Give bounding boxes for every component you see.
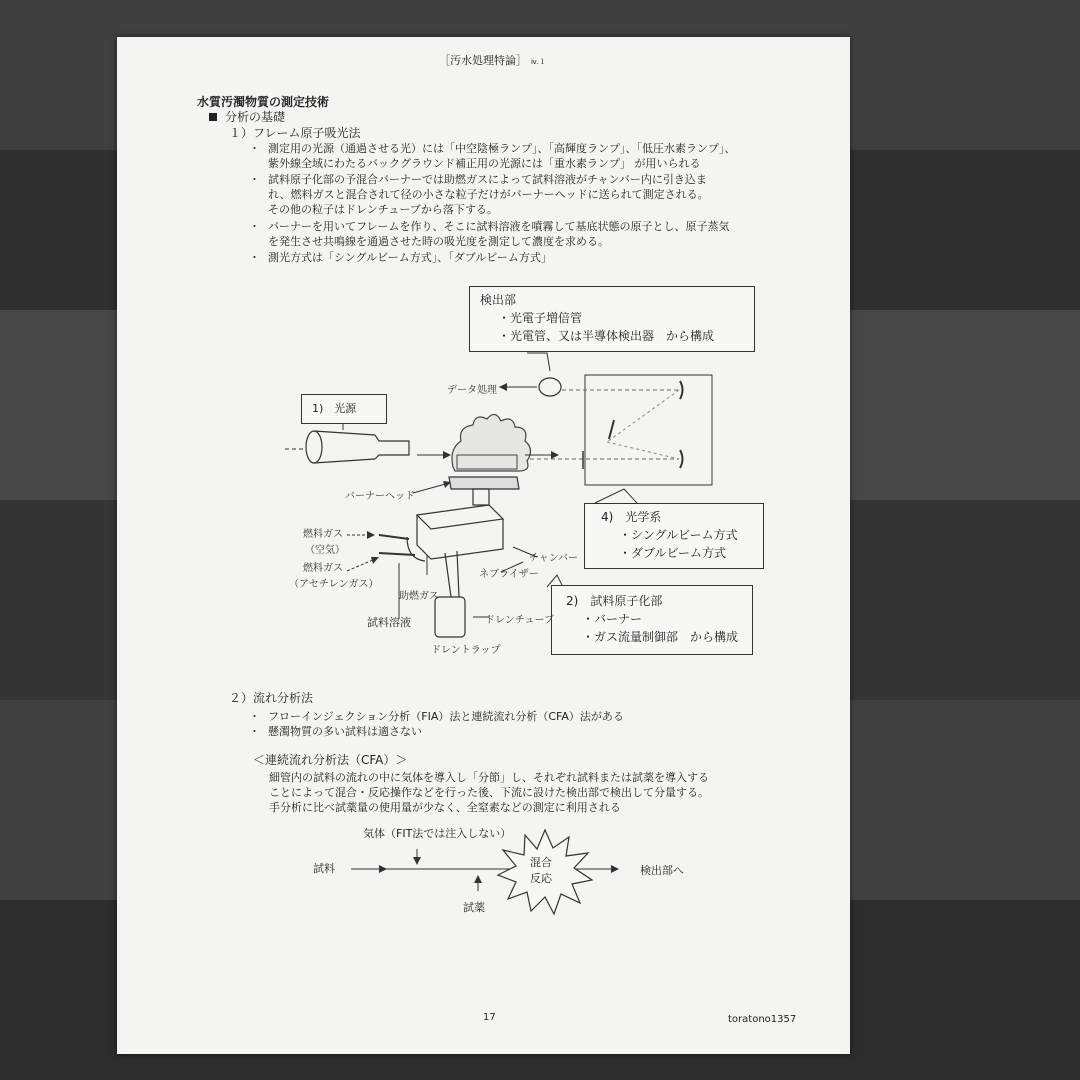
burner-head-label: バーナーヘッド [345,491,415,502]
cfa-line: 手分析に比べ試薬量の使用量が少なく、全窒素などの測定に利用される [269,801,621,814]
list-item-text: 測光方式は「シングルビーム方式」、「ダブルビーム方式」 [268,251,552,264]
list-item-text: れ、燃料ガスと混合されて径の小さな粒子だけがバーナーヘッドに送られて測定される。 [268,188,709,201]
list-item: ・ [249,220,260,233]
to-detector-label: 検出部へ [640,864,684,877]
list-item-text: 測定用の光源（通過させる光）には「中空陰極ランプ」、「高輝度ランプ」、「低圧水素ランプ」、 [268,142,736,155]
cfa-line: 細管内の試料の流れの中に気体を導入し「分節」し、それぞれ試料または試薬を導入する [269,771,709,784]
support-gas-label: 助燃ガス [399,591,439,602]
gas-label: 気体（FIT法では注入しない） [363,827,512,840]
drain-trap-label: ドレントラップ [431,645,501,656]
chamber-label: チャンバー [529,553,578,564]
list-item: ・ [249,142,260,155]
document-page [117,37,850,1054]
reagent-label: 試薬 [463,901,485,914]
credit-text: toratono1357 [728,1014,797,1025]
header-title: ［汚水処理特論］ ⅳ.１ [439,54,546,67]
light-source-label: 1) 光源 [312,402,357,415]
sample-solution-label: 試料溶液 [367,616,411,629]
list-item-text: フローインジェクション分析（FIA）法と連続流れ分析（CFA）法がある [268,710,624,723]
react-label: 反応 [530,872,552,885]
list-item: ・ [249,710,260,723]
cfa-flow-diagram [117,37,850,1054]
list-item-text: 紫外線全域にわたるバックグラウンド補正用の光源には「重水素ランプ」 が用いられる [268,157,701,170]
detector-title: 検出部 [480,293,517,307]
atomizer-title: 2) 試料原子化部 [566,594,663,608]
list-item-text: を発生させ共鳴線を通過させた時の吸光度を測定して濃度を求める。 [268,235,609,248]
data-processing-label: データ処理 [447,385,497,396]
section-subtitle: 分析の基礎 [209,110,285,125]
air-label: （空気） [305,545,345,556]
drain-tube-label: ドレンチューブ [485,615,554,626]
detector-item: ・光電子増倍管 [498,311,583,325]
fuel-gas-label: 燃料ガス [303,563,343,574]
optics-item: ・ダブルビーム方式 [619,546,727,560]
list-item-text: 懸濁物質の多い試料は適さない [268,725,422,738]
page-number: 17 [483,1012,496,1023]
mix-label: 混合 [530,856,552,869]
list-item-text: バーナーを用いてフレームを作り、そこに試料溶液を噴霧して基底状態の原子とし、原子蒸気 [268,220,730,233]
atomizer-item: ・ガス流量制御部 から構成 [582,630,739,644]
section-title: 水質汚濁物質の測定技術 [197,95,330,109]
list-item-text: 試料原子化部の予混合バーナーでは助燃ガスによって試料溶液がチャンバー内に引き込ま [268,173,707,186]
fuel-gas-label: 燃料ガス [303,529,343,540]
list-item: ・ [249,173,260,186]
nebulizer-label: ネブライザー [479,569,539,580]
list-item: ・ [249,725,260,738]
list-item-text: その他の粒子はドレンチューブから落下する。 [268,203,498,216]
acetylene-label: （アセチレンガス） [289,579,379,590]
optics-item: ・シングルビーム方式 [619,528,738,542]
cfa-title: ＜連続流れ分析法（CFA）＞ [253,753,408,767]
detector-item: ・光電管、又は半導体検出器 から構成 [498,329,715,343]
list-item: ・ [249,251,260,264]
cfa-line: ことによって混合・反応操作などを行った後、下流に設けた検出部で検出して分量する。 [269,786,709,799]
sample-label: 試料 [313,862,335,875]
subsection-flow-analysis: ２）流れ分析法 [229,691,314,705]
subsection-flame-aas: １）フレーム原子吸光法 [229,126,361,140]
optics-title: 4) 光学系 [601,510,662,524]
atomizer-item: ・バーナー [582,612,643,626]
